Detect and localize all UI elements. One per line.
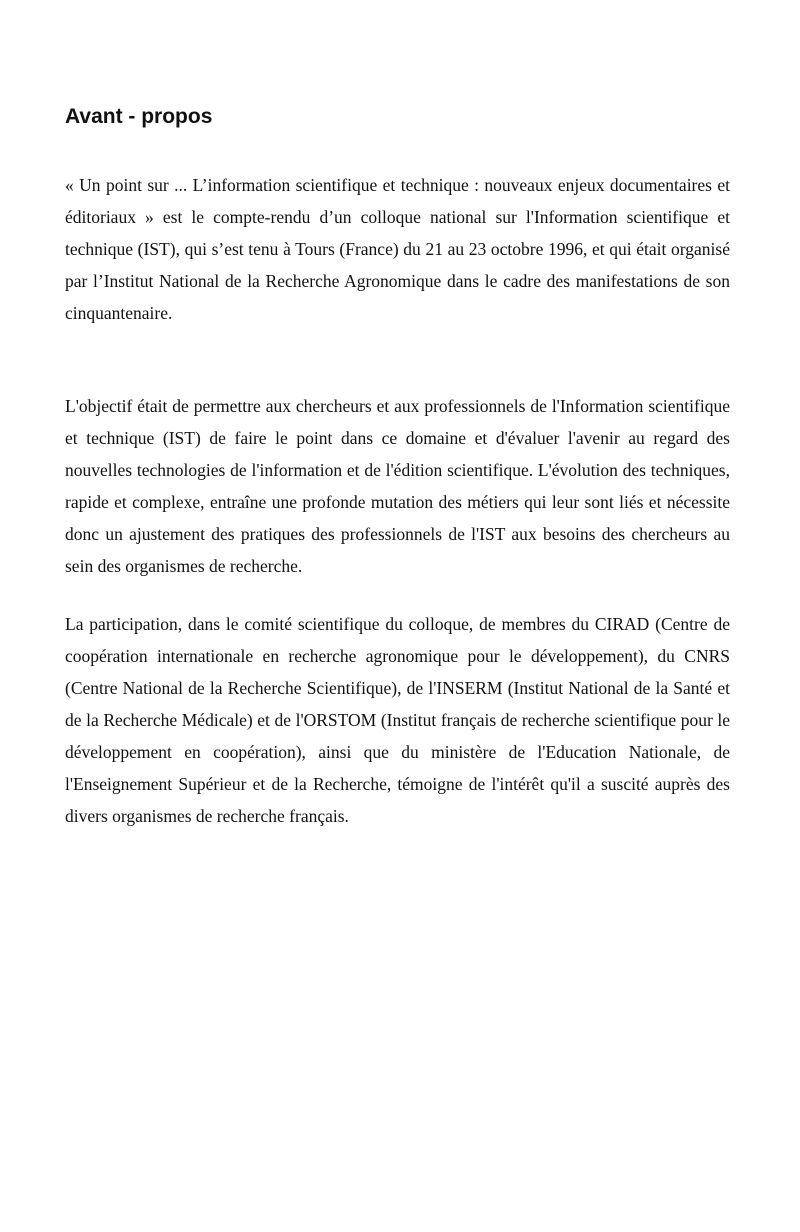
text-line: sein des organismes de recherche. (65, 556, 303, 576)
text-line: développement en coopération), ainsi que du ministère de l'Education Nationale, de (65, 742, 730, 762)
text-line: L'objectif était de permettre aux chercheurs et aux professionnels de l'Information scientifique (65, 396, 730, 416)
text-line: coopération internationale en recherche agronomique pour le développement), du CNRS (65, 646, 730, 666)
text-line: La participation, dans le comité scientifique du colloque, de membres du CIRAD (Centre de (65, 614, 730, 634)
text-line: par l’Institut National de la Recherche Agronomique dans le cadre des manifestations de son (65, 271, 730, 291)
text-line: éditoriaux » est le compte-rendu d’un colloque national sur l'Information scientifique et (65, 207, 730, 227)
text-line: technique (IST), qui s’est tenu à Tours (France) du 21 au 23 octobre 1996, et qui était organisé (65, 239, 730, 259)
text-line: et technique (IST) de faire le point dans ce domaine et d'évaluer l'avenir au regard des (65, 428, 730, 448)
paragraph-introduction (65, 169, 730, 329)
text-line: cinquantenaire. (65, 303, 173, 323)
text-line: « Un point sur ... L’information scientifique et technique : nouveaux enjeux documentaires et (65, 175, 730, 195)
text-line: (Centre National de la Recherche Scientifique), de l'INSERM (Institut National de la Santé et (65, 678, 730, 698)
text-line: rapide et complexe, entraîne une profonde mutation des métiers qui leur sont liés et nécessite (65, 492, 730, 512)
paragraph-participation (65, 608, 730, 832)
page-title: Avant - propos (65, 105, 213, 128)
paragraph-objective (65, 390, 730, 582)
text-line: nouvelles technologies de l'information et de l'édition scientifique. L'évolution des techniques, (65, 460, 730, 480)
text-line: divers organismes de recherche français. (65, 806, 349, 826)
text-line: donc un ajustement des pratiques des professionnels de l'IST aux besoins des chercheurs au (65, 524, 730, 544)
text-line: de la Recherche Médicale) et de l'ORSTOM (Institut français de recherche scientifique pour le (65, 710, 730, 730)
text-line: l'Enseignement Supérieur et de la Recherche, témoigne de l'intérêt qu'il a suscité auprès des (65, 774, 730, 794)
